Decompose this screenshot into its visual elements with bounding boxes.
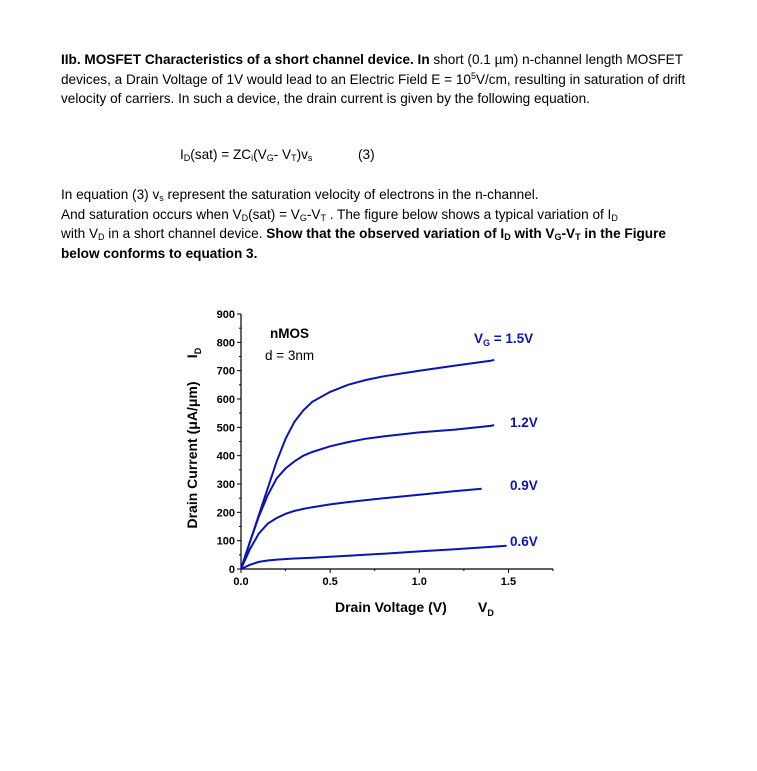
x-axis-symbol: $V_D$ [478,599,494,618]
explanation-paragraph: In equation (3) $v_s$ represent the saturation velocity of electrons in the n-channel. And saturation occurs when $V_D(sat) = V_G-V_T$ . The figure below shows a typical variation of $I_D$ with $V_D$ in a short channel device. Show that the observed variation of $I_D$ with $V_G-V_T$ in the Figure below conforms to equation 3. [61,187,666,261]
x-tick-label: 1.0 [411,576,427,588]
y-tick-label: 300 [216,479,235,491]
y-tick-label: 600 [216,394,235,406]
series-label-0: $V_G = 1.5V$ [474,331,534,348]
y-axis-title: Drain Current (μA/μm) [184,381,200,529]
p2-text-2: represent the saturation velocity of electrons in the n-channel. [163,187,539,202]
series-label-2: 0.9V [510,478,538,493]
x-tick-label: 0.5 [322,576,338,588]
y-tick-label: 700 [216,365,235,378]
y-tick-label: 100 [216,535,235,548]
p2-text-3: And saturation occurs when V [61,206,242,222]
y-tick-label: 0 [228,564,235,576]
annotation-device: nMOS [270,326,309,341]
annotation-thickness: d = 3nm [265,348,315,363]
series-label-1: 1.2V [510,415,538,430]
y-tick-label: 500 [216,422,235,435]
task-text-4: in the Figure below conforms to equation 3. [61,226,666,261]
series-line-0 [241,360,494,569]
series-line-3 [241,546,507,569]
y-axis-symbol: $I_D$ [184,347,203,359]
y-tick-label: 200 [216,507,235,520]
series-line-1 [241,425,494,569]
p2-text-8: in a short channel device. [104,226,267,241]
x-tick-label: 0.0 [233,576,249,588]
y-tick-label: 900 [216,309,235,321]
problem-intro-b: V/cm, resulting in saturation of drift velocity of carriers. In such a device, the drain current is given by the following equation. [61,71,686,106]
task-statement: Show that the observed variation of $I_D$ with $V_G-V_T$ in the Figure below conforms to equation 3. [61,226,666,261]
p2-text-6: . The figure below shows a typical variation of I [325,206,612,222]
task-text-3: -V [561,226,576,241]
p2-text-4: (sat) = V [248,206,300,222]
problem-intro-a: short (0.1 µm) n-channel length MOSFET devices, a Drain Voltage of 1V would lead to an Electric Field E = 10 [61,52,683,87]
series-line-2 [241,489,482,569]
chart-curves [241,360,507,569]
p2-text-1: In equation (3) v [61,187,160,202]
equation: $I_D(sat) = ZC_i(V_G-$ $V_T)v_s$ [180,147,313,163]
chart-labels [184,326,538,618]
p2-text-7: with V [61,226,99,241]
series-label-3: 0.6V [510,534,538,549]
equation-number: (3) [358,147,375,162]
task-text-1: Show that the observed variation of I [266,226,505,241]
problem-heading: IIb. MOSFET Characteristics of a short channel device. In [61,52,430,67]
y-tick-label: 400 [216,450,235,463]
x-axis-title: Drain Voltage (V) [335,599,447,615]
task-text-2: with V [510,226,555,241]
x-tick-label: 1.5 [500,576,517,588]
intro-exponent: 5 [470,70,476,81]
y-tick-label: 800 [216,337,235,350]
p2-text-5: -V [306,206,321,222]
